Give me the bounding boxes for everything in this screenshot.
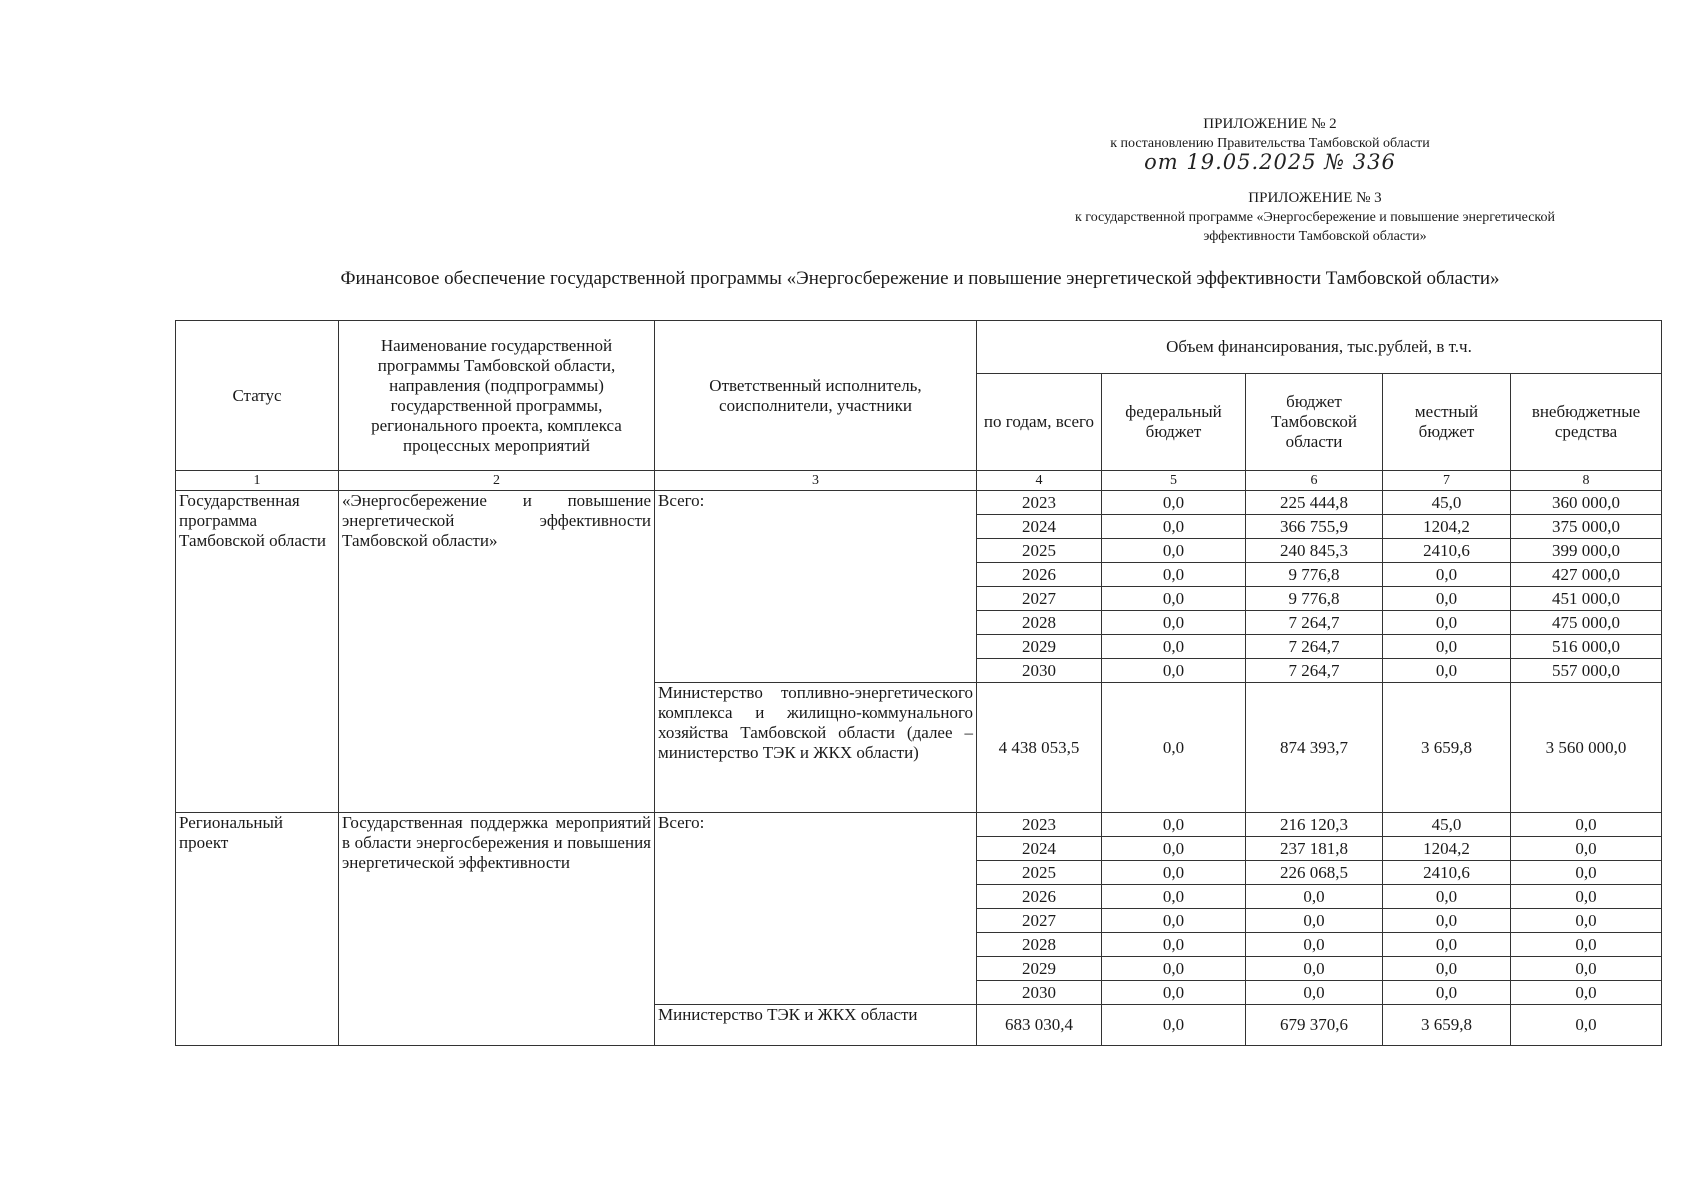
regional-cell: 7 264,7 xyxy=(1246,635,1383,659)
year-cell: 2030 xyxy=(977,659,1102,683)
local-cell: 1204,2 xyxy=(1383,837,1511,861)
local-cell: 0,0 xyxy=(1383,933,1511,957)
local-cell: 0,0 xyxy=(1383,563,1511,587)
extra-cell: 399 000,0 xyxy=(1511,539,1662,563)
local-cell: 0,0 xyxy=(1383,909,1511,933)
federal-cell: 0,0 xyxy=(1102,635,1246,659)
regional-cell: 240 845,3 xyxy=(1246,539,1383,563)
executor-cell: Министерство ТЭК и ЖКХ области xyxy=(655,1005,977,1046)
column-number: 4 xyxy=(977,471,1102,491)
extra-cell: 0,0 xyxy=(1511,861,1662,885)
federal-cell: 0,0 xyxy=(1102,813,1246,837)
extra-cell: 360 000,0 xyxy=(1511,491,1662,515)
column-number: 1 xyxy=(176,471,339,491)
federal-cell: 0,0 xyxy=(1102,539,1246,563)
extra-cell: 0,0 xyxy=(1511,909,1662,933)
total-cell: 683 030,4 xyxy=(977,1005,1102,1046)
header-regional: бюджет Тамбовской области xyxy=(1246,374,1383,471)
appendix-3-subtitle-line1: к государственной программе «Энергосбережение и повышение энергетической xyxy=(1075,210,1555,225)
extra-cell: 0,0 xyxy=(1511,981,1662,1005)
extra-cell: 375 000,0 xyxy=(1511,515,1662,539)
year-cell: 2027 xyxy=(977,909,1102,933)
regional-cell: 874 393,7 xyxy=(1246,683,1383,813)
extra-cell: 3 560 000,0 xyxy=(1511,683,1662,813)
year-cell: 2025 xyxy=(977,539,1102,563)
column-number: 8 xyxy=(1511,471,1662,491)
regional-cell: 237 181,8 xyxy=(1246,837,1383,861)
year-cell: 2024 xyxy=(977,515,1102,539)
local-cell: 45,0 xyxy=(1383,491,1511,515)
local-cell: 3 659,8 xyxy=(1383,1005,1511,1046)
header-federal: федеральный бюджет xyxy=(1102,374,1246,471)
year-cell: 2026 xyxy=(977,885,1102,909)
header-local: местный бюджет xyxy=(1383,374,1511,471)
local-cell: 0,0 xyxy=(1383,635,1511,659)
regional-cell: 225 444,8 xyxy=(1246,491,1383,515)
executor-cell: Министерство топливно-энергетического комплекса и жилищно-коммунального хозяйства Тамбовской области (далее – министерство ТЭК и ЖКХ области) xyxy=(655,683,977,813)
federal-cell: 0,0 xyxy=(1102,491,1246,515)
document-title: Финансовое обеспечение государственной программы «Энергосбережение и повышение энергетической эффективности Тамбовской области» xyxy=(340,268,1500,289)
extra-cell: 427 000,0 xyxy=(1511,563,1662,587)
extra-cell: 0,0 xyxy=(1511,813,1662,837)
regional-cell: 679 370,6 xyxy=(1246,1005,1383,1046)
local-cell: 2410,6 xyxy=(1383,539,1511,563)
federal-cell: 0,0 xyxy=(1102,909,1246,933)
federal-cell: 0,0 xyxy=(1102,659,1246,683)
federal-cell: 0,0 xyxy=(1102,957,1246,981)
total-label: Всего: xyxy=(655,491,977,683)
local-cell: 3 659,8 xyxy=(1383,683,1511,813)
column-number: 7 xyxy=(1383,471,1511,491)
appendix-3-subtitle-line2: эффективности Тамбовской области» xyxy=(1203,229,1427,244)
year-cell: 2024 xyxy=(977,837,1102,861)
local-cell: 0,0 xyxy=(1383,587,1511,611)
regional-cell: 216 120,3 xyxy=(1246,813,1383,837)
extra-cell: 0,0 xyxy=(1511,933,1662,957)
regional-cell: 0,0 xyxy=(1246,981,1383,1005)
appendix-2-block xyxy=(1050,115,1490,172)
column-number: 3 xyxy=(655,471,977,491)
appendix-3-title: ПРИЛОЖЕНИЕ № 3 xyxy=(1248,190,1382,206)
federal-cell: 0,0 xyxy=(1102,885,1246,909)
federal-cell: 0,0 xyxy=(1102,587,1246,611)
regional-cell: 9 776,8 xyxy=(1246,587,1383,611)
year-cell: 2029 xyxy=(977,957,1102,981)
local-cell: 45,0 xyxy=(1383,813,1511,837)
header-status: Статус xyxy=(176,321,339,471)
extra-cell: 557 000,0 xyxy=(1511,659,1662,683)
section-status: Государственная программа Тамбовской области xyxy=(176,491,339,813)
year-cell: 2027 xyxy=(977,587,1102,611)
column-number: 6 xyxy=(1246,471,1383,491)
local-cell: 0,0 xyxy=(1383,957,1511,981)
federal-cell: 0,0 xyxy=(1102,563,1246,587)
regional-cell: 0,0 xyxy=(1246,885,1383,909)
federal-cell: 0,0 xyxy=(1102,1005,1246,1046)
extra-cell: 475 000,0 xyxy=(1511,611,1662,635)
year-cell: 2025 xyxy=(977,861,1102,885)
federal-cell: 0,0 xyxy=(1102,515,1246,539)
regional-cell: 366 755,9 xyxy=(1246,515,1383,539)
extra-cell: 0,0 xyxy=(1511,957,1662,981)
federal-cell: 0,0 xyxy=(1102,933,1246,957)
header-volume: Объем финансирования, тыс.рублей, в т.ч. xyxy=(977,321,1662,374)
extra-cell: 0,0 xyxy=(1511,837,1662,861)
federal-cell: 0,0 xyxy=(1102,981,1246,1005)
table-row xyxy=(176,491,1662,515)
appendix-2-subtitle: к постановлению Правительства Тамбовской области xyxy=(1110,136,1430,151)
appendix-3-block xyxy=(995,189,1635,246)
year-cell: 2028 xyxy=(977,933,1102,957)
table-row xyxy=(176,813,1662,837)
extra-cell: 516 000,0 xyxy=(1511,635,1662,659)
regional-cell: 7 264,7 xyxy=(1246,659,1383,683)
local-cell: 0,0 xyxy=(1383,885,1511,909)
regional-cell: 0,0 xyxy=(1246,957,1383,981)
appendix-2-title: ПРИЛОЖЕНИЕ № 2 xyxy=(1203,116,1337,132)
year-cell: 2026 xyxy=(977,563,1102,587)
regional-cell: 9 776,8 xyxy=(1246,563,1383,587)
regional-cell: 0,0 xyxy=(1246,933,1383,957)
local-cell: 0,0 xyxy=(1383,659,1511,683)
column-number: 2 xyxy=(339,471,655,491)
extra-cell: 0,0 xyxy=(1511,885,1662,909)
local-cell: 0,0 xyxy=(1383,611,1511,635)
header-executor: Ответственный исполнитель, соисполнители, участники xyxy=(655,321,977,471)
year-cell: 2030 xyxy=(977,981,1102,1005)
federal-cell: 0,0 xyxy=(1102,611,1246,635)
handwritten-date-number: от 19.05.2025 № 336 xyxy=(1144,150,1396,174)
total-cell: 4 438 053,5 xyxy=(977,683,1102,813)
section-name: «Энергосбережение и повышение энергетической эффективности Тамбовской области» xyxy=(339,491,655,813)
year-cell: 2023 xyxy=(977,491,1102,515)
regional-cell: 7 264,7 xyxy=(1246,611,1383,635)
column-number-row xyxy=(176,471,1662,491)
header-extra: внебюджетные средства xyxy=(1511,374,1662,471)
extra-cell: 451 000,0 xyxy=(1511,587,1662,611)
regional-cell: 226 068,5 xyxy=(1246,861,1383,885)
year-cell: 2023 xyxy=(977,813,1102,837)
header-name: Наименование государственной программы Тамбовской области, направления (подпрограммы) государственной программы, регионального проекта, комплекса процессных мероприятий xyxy=(339,321,655,471)
federal-cell: 0,0 xyxy=(1102,683,1246,813)
section-name: Государственная поддержка мероприятий в области энергосбережения и повышения энергетической эффективности xyxy=(339,813,655,1046)
year-cell: 2029 xyxy=(977,635,1102,659)
financing-table xyxy=(175,320,1662,1046)
federal-cell: 0,0 xyxy=(1102,861,1246,885)
header-by-years: по годам, всего xyxy=(977,374,1102,471)
section-status: Региональный проект xyxy=(176,813,339,1046)
regional-cell: 0,0 xyxy=(1246,909,1383,933)
extra-cell: 0,0 xyxy=(1511,1005,1662,1046)
local-cell: 2410,6 xyxy=(1383,861,1511,885)
year-cell: 2028 xyxy=(977,611,1102,635)
federal-cell: 0,0 xyxy=(1102,837,1246,861)
local-cell: 0,0 xyxy=(1383,981,1511,1005)
total-label: Всего: xyxy=(655,813,977,1005)
column-number: 5 xyxy=(1102,471,1246,491)
local-cell: 1204,2 xyxy=(1383,515,1511,539)
